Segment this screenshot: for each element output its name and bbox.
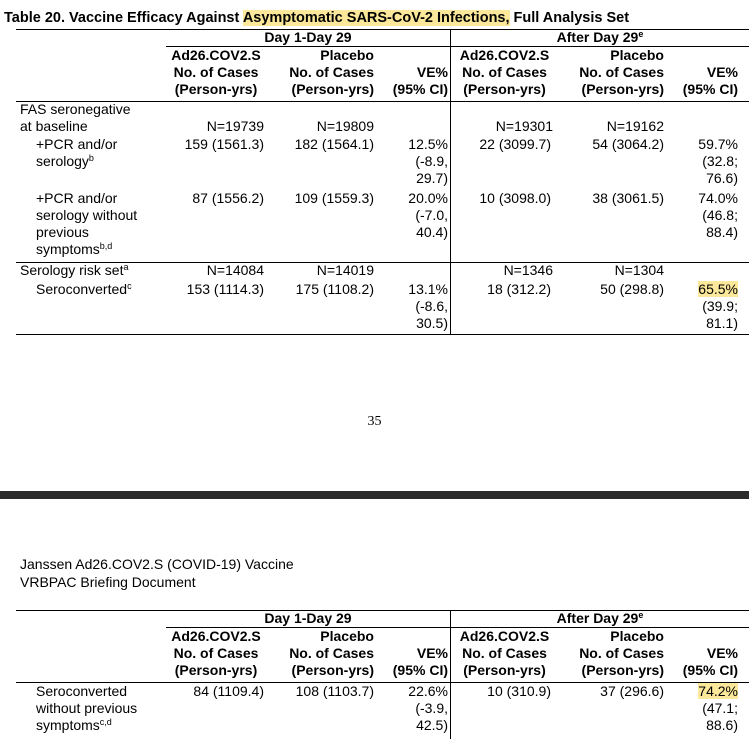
ve-line: 30.5) [416,315,448,331]
cell-ve [664,281,738,332]
label-text: serology [36,153,89,169]
row-label-pcr-no-symptoms [36,190,137,258]
column-divider [450,610,451,739]
cell-cases: 54 (3064.2) [592,136,664,152]
header-line: (Person-yrs) [174,662,258,678]
ve-highlight: 74.2% [698,683,738,699]
label-line [36,153,117,170]
cell-n: N=1346 [503,262,553,278]
ve-line: (46.8; [702,207,738,223]
label-line: at baseline [20,118,88,134]
ve-line: (32.8; [702,153,738,169]
header-line: Placebo [610,628,664,644]
header-line: No. of Cases [462,64,547,80]
ve-line: 12.5% [408,136,448,152]
footnote-sup: a [123,262,129,272]
header-line: (Person-yrs) [174,81,258,97]
cell-ve [664,190,738,241]
cell-n: N=19301 [495,118,553,134]
ve-line: 29.7) [416,170,448,186]
cell-cases: 10 (310.9) [487,683,551,699]
col-header-vaccine [453,628,556,679]
row-label-seroconverted-no-symptoms [36,683,137,734]
footnote-sup: c,d [99,717,112,727]
ve-line: (-8.9, [415,153,448,169]
cell-cases: 153 (1114.3) [186,281,264,297]
header-line: No. of Cases [289,645,374,661]
label-text: Serology risk set [20,262,124,278]
ve-highlight: 65.5% [698,281,738,297]
cell-cases: 175 (1108.2) [295,281,374,297]
page-break [0,491,749,499]
header-line: Janssen Ad26.COV2.S (COVID-19) Vaccine [20,556,294,572]
header-line: (95% CI) [682,81,738,97]
header-line: Placebo [610,47,664,63]
header-line: (95% CI) [682,662,738,678]
label-line [36,241,137,258]
table-title [4,10,629,26]
page-number: 35 [367,414,382,429]
col-header-placebo [266,628,374,679]
ve-line [664,281,738,298]
col-header-vaccine [166,47,266,98]
header-line: Placebo [320,47,374,63]
header-line: (95% CI) [392,662,448,678]
label-text: symptoms [36,241,100,257]
cell-cases: 87 (1556.2) [192,190,264,206]
header-line: No. of Cases [579,64,664,80]
cell-cases: 37 (296.6) [600,683,664,699]
header-line: No. of Cases [462,645,547,661]
header-line: (95% CI) [392,81,448,97]
row-label-seroconverted [36,281,132,298]
label-line: without previous [36,700,138,716]
header-line: (Person-yrs) [463,81,546,97]
col-header-placebo [266,47,374,98]
ve-line: 81.1) [706,315,738,331]
ve-line: 88.4) [706,224,738,240]
ve-line: 40.4) [416,224,448,240]
header-line: Ad26.COV2.S [171,47,261,63]
header-line [664,628,738,645]
header-line: (Person-yrs) [291,81,374,97]
header-line [664,47,738,64]
col-header-vaccine [166,628,266,679]
cell-ve [376,683,448,734]
header-line: VE% [706,645,738,661]
col-header-ve [664,628,738,679]
label-text: Seroconverted [36,281,128,297]
cell-ve [376,190,448,241]
header-line: No. of Cases [579,645,664,661]
title-highlight: Asymptomatic SARS-CoV-2 Infections, [242,10,510,26]
title-suffix: Full Analysis Set [509,10,630,26]
ve-line: 76.6) [706,170,738,186]
ve-line: 74.0% [698,190,738,206]
label-line: previous [36,224,89,240]
col-header-ve [376,628,448,679]
ve-line: 42.5) [416,717,448,733]
header-line: No. of Cases [173,645,259,661]
cell-cases: 108 (1103.7) [295,683,374,699]
ve-line: (47.1; [702,700,738,716]
ve-line: 59.7% [698,136,738,152]
header-line: Placebo [320,628,374,644]
ve-line: 20.0% [408,190,448,206]
cell-n: N=19162 [606,118,664,134]
header-line: Ad26.COV2.S [171,628,261,644]
cell-ve [376,136,448,187]
header-line [376,47,448,64]
header-line: (Person-yrs) [581,662,664,678]
ve-line: (-3.9, [415,700,448,716]
row-label-risk-set [20,262,129,279]
header-line: No. of Cases [289,64,374,80]
col-header-vaccine [453,47,556,98]
period-header-after-day29 [451,29,749,46]
header-line: VE% [416,645,448,661]
label-line: Seroconverted [36,683,128,699]
period-header-day1-29: Day 1-Day 29 [264,610,352,626]
cell-n: N=1304 [614,262,664,278]
period-text: After Day 29 [556,610,639,626]
cell-n: N=14084 [206,262,264,278]
label-line [36,717,137,734]
cell-ve [376,281,448,332]
cell-n: N=19739 [206,118,264,134]
label-text: symptoms [36,717,100,733]
cell-cases: 22 (3099.7) [479,136,551,152]
ve-line: (39.9; [702,298,738,314]
cell-cases: 84 (1109.4) [193,683,264,699]
header-line [376,628,448,645]
col-header-placebo [556,47,664,98]
cell-cases: 182 (1564.1) [294,136,374,152]
cell-cases: 38 (3061.5) [592,190,664,206]
ve-line: (-8.6, [415,298,448,314]
ve-line: 13.1% [408,281,448,297]
label-line: FAS seronegative [20,101,131,117]
period-header-day1-29: Day 1-Day 29 [264,29,352,45]
row-label-fas [20,101,131,135]
period-text: After Day 29 [556,29,639,45]
footnote-sup: e [638,610,644,620]
ve-line: (-7.0, [415,207,448,223]
cell-cases: 109 (1559.3) [294,190,374,206]
footnote-sup: e [638,29,644,39]
header-line: (Person-yrs) [581,81,664,97]
title-prefix: Table 20. Vaccine Efficacy Against [4,10,243,26]
cell-n: N=14019 [316,262,374,278]
header-line: VE% [706,64,738,80]
label-line: +PCR and/or [36,190,118,206]
label-line: +PCR and/or [36,136,118,152]
footnote-sup: b,d [99,241,113,251]
document-header [20,555,294,591]
header-line: (Person-yrs) [291,662,374,678]
period-header-after-day29 [451,610,749,627]
header-line: VRBPAC Briefing Document [20,574,196,590]
cell-cases: 50 (298.8) [600,281,664,297]
header-line: Ad26.COV2.S [459,47,550,63]
footnote-sup: b [88,153,94,163]
ve-line: 88.6) [706,717,738,733]
col-header-placebo [556,628,664,679]
col-header-ve [664,47,738,98]
label-line: serology without [36,207,138,223]
col-header-ve [376,47,448,98]
cell-cases: 10 (3098.0) [479,190,551,206]
header-line: No. of Cases [173,64,259,80]
header-line: VE% [416,64,448,80]
cell-ve [664,683,738,734]
footnote-sup: c [127,281,132,291]
row-label-pcr [36,136,117,170]
cell-ve [664,136,738,187]
cell-n: N=19809 [316,118,374,134]
ve-line: 22.6% [408,683,448,699]
cell-cases: 159 (1561.3) [184,136,264,152]
ve-line [664,683,738,700]
header-line: (Person-yrs) [463,662,546,678]
header-line: Ad26.COV2.S [459,628,550,644]
rule [16,334,749,335]
column-divider [450,29,451,334]
cell-cases: 18 (312.2) [487,281,551,297]
